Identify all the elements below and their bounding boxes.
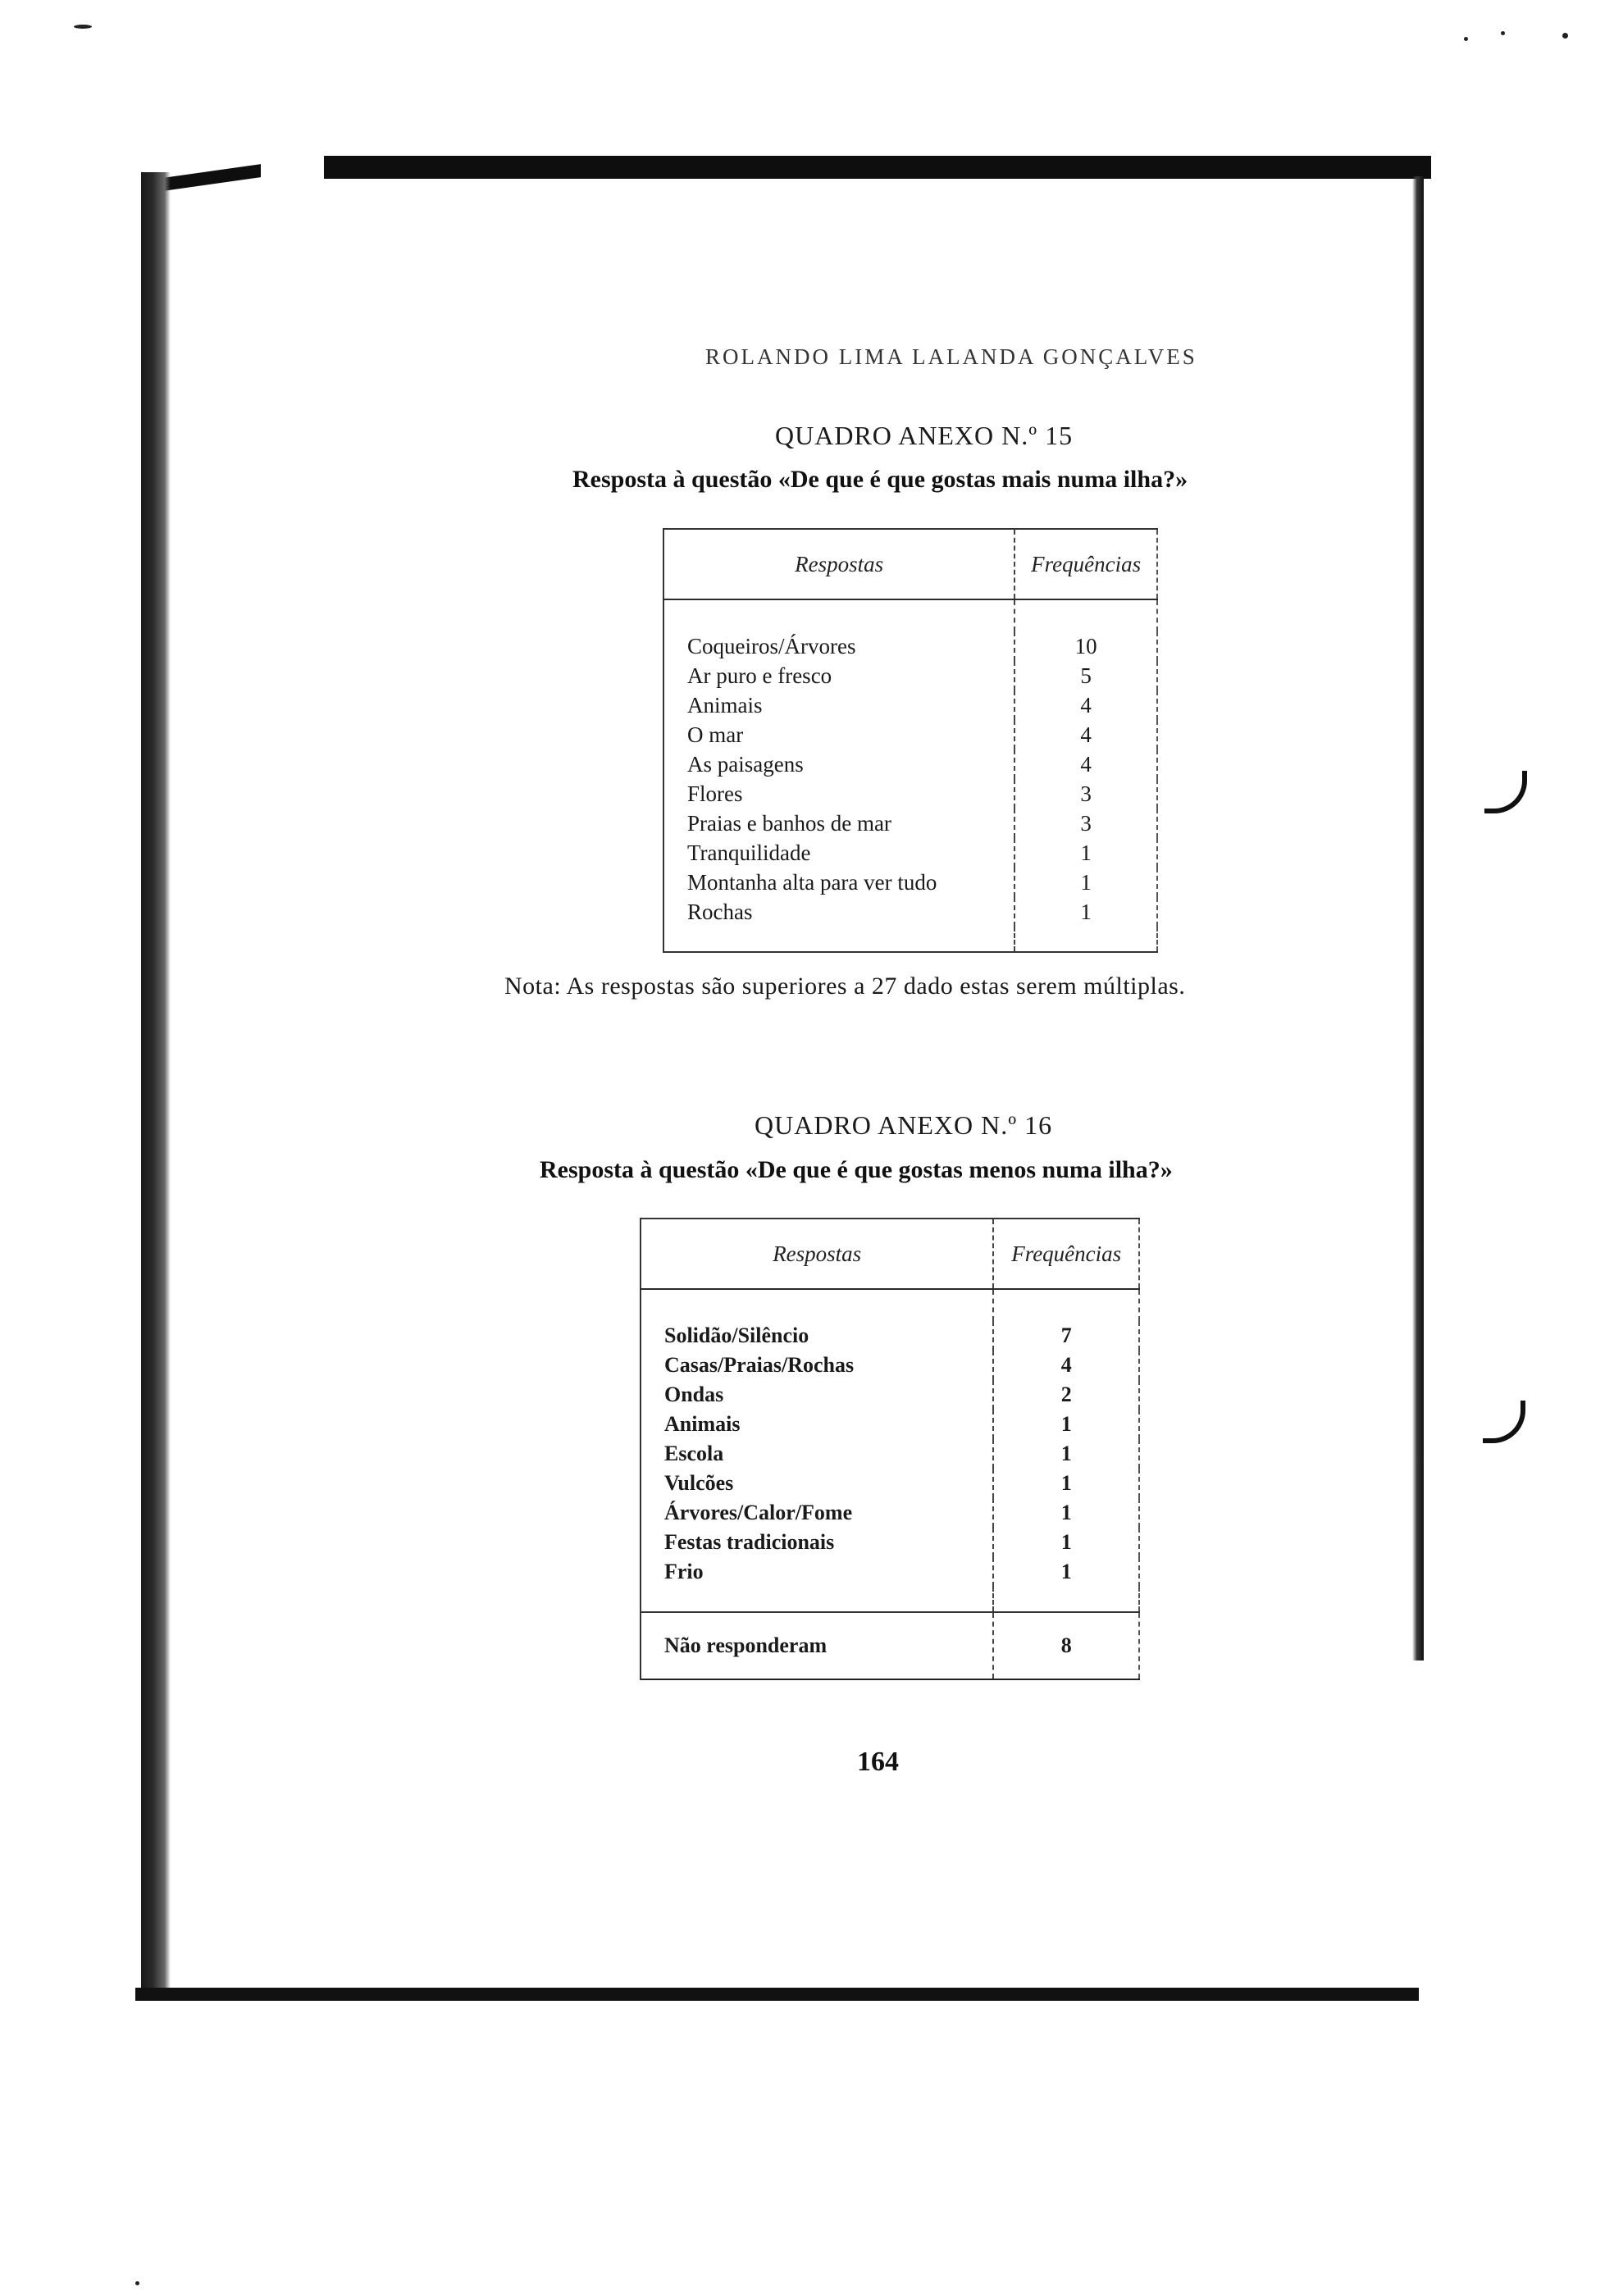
table-15-header-frequencies: Frequências [1014,529,1157,599]
table-row: As paisagens 4 [663,749,1157,779]
table-row: Flores 3 [663,779,1157,809]
table-16-footer-row [641,1612,1139,1679]
table-15-header-responses: Respostas [663,529,1014,599]
table-15-note: Nota: As respostas são superiores a 27 dado estas serem múltiplas. [504,973,1186,1000]
scan-mark [1483,1401,1525,1443]
scan-border-left [141,172,171,1993]
table-16-title: QUADRO ANEXO N.º 16 [755,1110,1053,1140]
table-row: Vulcões 1 [641,1469,1139,1498]
scan-border-right [1412,176,1424,1660]
table-row: Frio 1 [641,1557,1139,1587]
table-15-question: Resposta à questão «De que é que gostas mais numa ilha?» [572,466,1188,493]
scan-border-top [324,156,1431,179]
table-16-footer-label: Não responderam [641,1612,993,1679]
table-16-header-responses: Respostas [641,1219,993,1289]
table-16-question: Resposta à questão «De que é que gostas menos numa ilha?» [540,1156,1173,1183]
page-number: 164 [857,1747,899,1777]
table-16-header-frequencies: Frequências [993,1219,1139,1289]
table-16-footer-value: 8 [993,1612,1139,1679]
table-row: Animais 4 [663,690,1157,720]
table-row: Festas tradicionais 1 [641,1528,1139,1557]
table-15 [663,528,1158,953]
scan-speck [1464,37,1468,41]
table-row: Ondas 2 [641,1380,1139,1410]
table-row: Rochas 1 [663,897,1157,927]
table-row: Coqueiros/Árvores 10 [663,631,1157,661]
table-15-title: QUADRO ANEXO N.º 15 [775,421,1074,450]
table-row: Árvores/Calor/Fome 1 [641,1498,1139,1528]
table-row: Casas/Praias/Rochas 4 [641,1351,1139,1380]
table-row: Escola 1 [641,1439,1139,1469]
table-row: Tranquilidade 1 [663,838,1157,868]
table-row: Ar puro e fresco 5 [663,661,1157,690]
table-row: O mar 4 [663,720,1157,749]
scan-mark [1484,771,1527,813]
scan-border-bottom [135,1988,1419,2001]
table-row: Montanha alta para ver tudo 1 [663,868,1157,897]
table-row: Animais 1 [641,1410,1139,1439]
scan-speck [74,25,92,29]
scan-speck [1501,31,1505,35]
scan-speck [135,2281,139,2285]
running-head: ROLANDO LIMA LALANDA GONÇALVES [705,344,1197,369]
table-row: Praias e banhos de mar 3 [663,809,1157,838]
scan-speck [1562,33,1568,39]
table-16 [640,1218,1140,1680]
table-row: Solidão/Silêncio 7 [641,1321,1139,1351]
